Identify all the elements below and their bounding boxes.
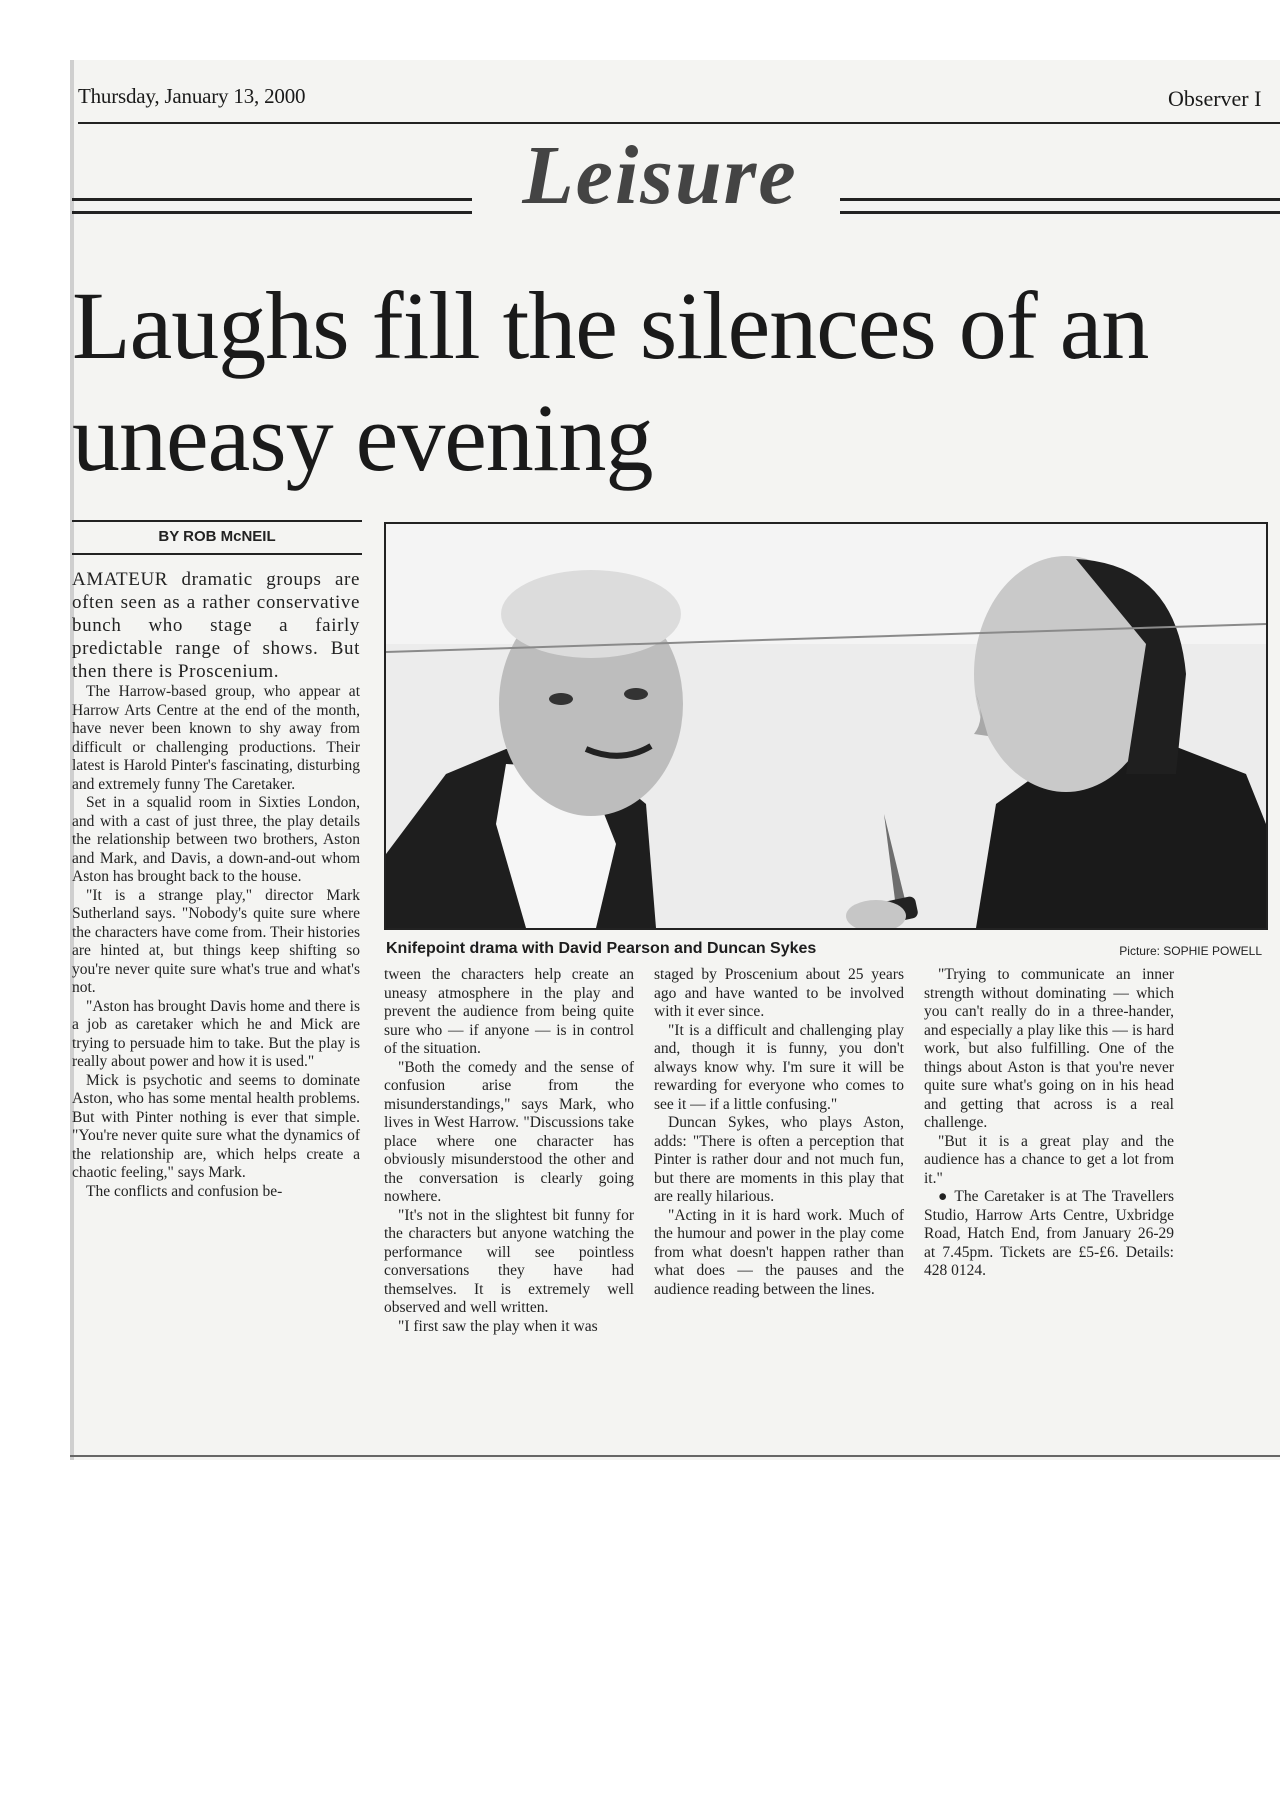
masthead-rule bbox=[78, 122, 1280, 124]
photo-caption: Knifepoint drama with David Pearson and Duncan Sykes bbox=[386, 940, 817, 957]
headline: Laughs fill the silences of an uneasy evening bbox=[72, 272, 1149, 491]
paper-name: Observer I bbox=[1168, 86, 1262, 111]
newspaper-clipping bbox=[70, 60, 1280, 1460]
event-details: ● The Caretaker is at The Travellers Studio, Harrow Arts Centre, Uxbridge Road, Hatch End, from January 26-29 at 7.45pm. Tickets are £5-£6. Details: 428 0124. bbox=[924, 1188, 1174, 1279]
paragraph: "I first saw the play when it was bbox=[398, 1317, 598, 1335]
paragraph: The Harrow-based group, who appear at Harrow Arts Centre at the end of the month, have never been known to shy away from difficult or challenging productions. Their latest is Harold Pinter's fascinating, disturbing and extremely funny The Caretaker. bbox=[72, 683, 360, 793]
photo-illustration bbox=[386, 524, 1266, 928]
issue-date: Thursday, January 13, 2000 bbox=[78, 84, 306, 108]
article-column-1 bbox=[72, 568, 360, 1201]
paragraph: "It's not in the slightest bit funny for the characters but anyone watching the performance will see pointless conversations they have had themselves. It is extremely well observed and well written. bbox=[384, 1206, 634, 1316]
article-photo bbox=[384, 522, 1268, 930]
paragraph: "It is a difficult and challenging play and, though it is funny, you don't always know why. I'm sure it will be rewarding for everyone who comes to see it — if a little confusing." bbox=[654, 1021, 904, 1113]
section-title: Leisure bbox=[522, 129, 798, 222]
article-column-2 bbox=[384, 966, 634, 1336]
paragraph: "Trying to communicate an inner strength without dominating — which you can't really do in a three-hander, and especially a play like this — is hard work, but also fulfilling. One of the things about Aston is that you're never quite sure what's going on in his head and getting that across is a real challenge. bbox=[924, 966, 1174, 1131]
byline-rule bbox=[72, 553, 362, 555]
paragraph: Mick is psychotic and seems to dominate Aston, who has some mental health problems. But with Pinter nothing is ever that simple. "You're never quite sure what the dynamics of the relationship are, which helps create a chaotic feeling," says Mark. bbox=[72, 1071, 360, 1181]
paragraph: "Both the comedy and the sense of confusion arise from the misunderstandings," says Mark, who lives in West Harrow. "Discussions take place where one character has obviously misunderstood the other and the conversation is clearly going nowhere. bbox=[384, 1058, 634, 1205]
paragraph: tween the characters help create an uneasy atmosphere in the play and prevent the audience from being quite sure who — if anyone — is in control of the situation. bbox=[384, 966, 634, 1057]
byline: BY ROB McNEIL bbox=[158, 528, 276, 545]
paragraph: "It is a strange play," director Mark Sutherland says. "Nobody's quite sure where the characters have come from. Their histories are hinted at, but things keep shifting so you're never quite sure what's true and what's not. bbox=[72, 886, 360, 996]
photo-credit: Picture: SOPHIE POWELL bbox=[1119, 944, 1262, 958]
article-column-4 bbox=[924, 966, 1174, 1281]
paragraph: "Aston has brought Davis home and there is a job as caretaker which he and Mick are trying to persuade him to take. But the play is really about power and how it is used." bbox=[72, 997, 360, 1070]
paragraph: Set in a squalid room in Sixties London, and with a cast of just three, the play details the relationship between two brothers, Aston and Mark, and Davis, a down-and-out whom Aston has brought back to the house. bbox=[72, 794, 360, 885]
paragraph: Duncan Sykes, who plays Aston, adds: "There is often a perception that Pinter is rather dour and not much fun, but there are moments in this play that are really hilarious. bbox=[654, 1114, 904, 1205]
article-column-3 bbox=[654, 966, 904, 1299]
paragraph: "Acting in it is hard work. Much of the humour and power in the play come from what doesn't happen rather than what does — the pauses and the audience reading between the lines. bbox=[654, 1206, 904, 1298]
bottom-rule bbox=[70, 1455, 1280, 1457]
paragraph: staged by Proscenium about 25 years ago and have wanted to be involved with it ever since. bbox=[654, 966, 904, 1020]
paragraph: The conflicts and confusion be- bbox=[86, 1182, 283, 1200]
section-rule-right bbox=[840, 198, 1280, 214]
section-rule-left bbox=[72, 198, 472, 214]
byline-rule bbox=[72, 520, 362, 522]
lead-paragraph: AMATEUR dramatic groups are often seen as a rather conservative bunch who stage a fairly predictable range of shows. But then there is Proscenium. bbox=[72, 569, 360, 682]
paragraph: "But it is a great play and the audience has a chance to get a lot from it." bbox=[924, 1132, 1174, 1187]
